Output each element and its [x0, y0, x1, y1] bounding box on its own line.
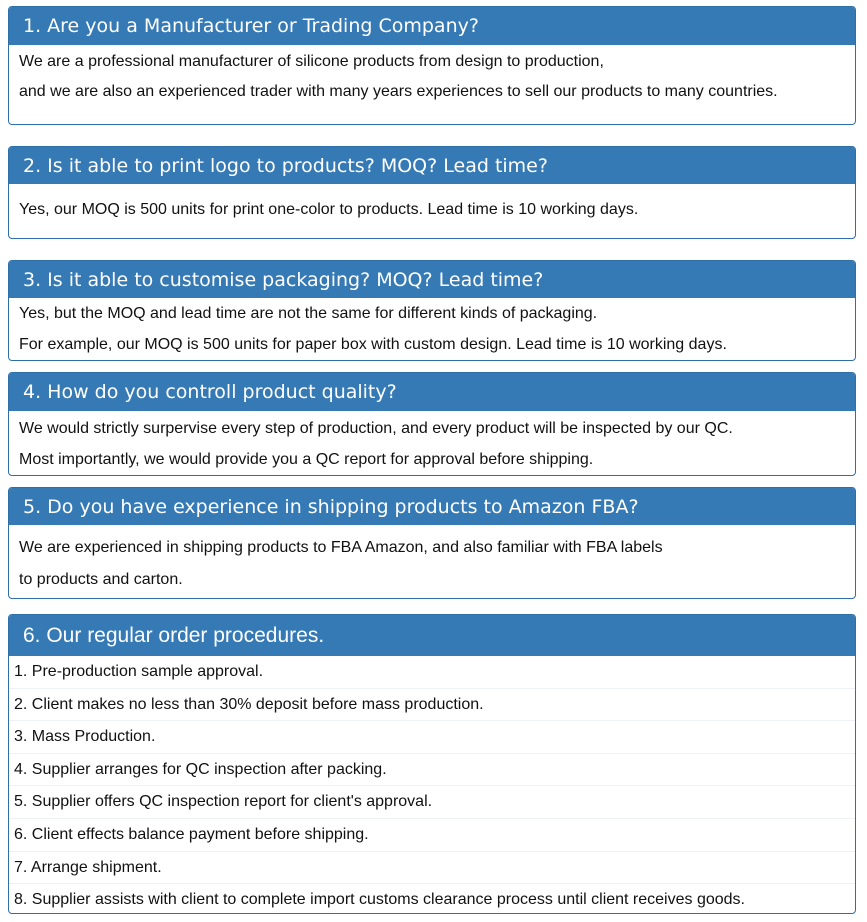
faq-6 — [8, 614, 856, 914]
faq-5 — [8, 487, 856, 599]
faq-answer-line: We are a professional manufacturer of silicone products from design to production, — [19, 53, 604, 70]
procedure-step: 8. Supplier assists with client to complete import customs clearance process until client receives goods. — [9, 884, 855, 914]
procedure-step: 3. Mass Production. — [9, 721, 855, 754]
procedure-step: 4. Supplier arranges for QC inspection after packing. — [9, 754, 855, 787]
procedure-step: 6. Client effects balance payment before shipping. — [9, 819, 855, 852]
faq-4 — [8, 372, 856, 476]
procedure-step: 5. Supplier offers QC inspection report for client's approval. — [9, 786, 855, 819]
faq-2 — [8, 146, 856, 239]
faq-answer-line: Most importantly, we would provide you a QC report for approval before shipping. — [19, 451, 594, 468]
faq-answer-line: We would strictly surpervise every step of production, and every product will be inspected by our QC. — [19, 420, 733, 437]
faq-1 — [8, 6, 856, 125]
faq-question: 3. Is it able to customise packaging? MOQ? Lead time? — [9, 261, 855, 298]
procedure-step: 7. Arrange shipment. — [9, 852, 855, 885]
faq-answer-line: Yes, but the MOQ and lead time are not the same for different kinds of packaging. — [19, 305, 598, 322]
faq-question: 4. How do you controll product quality? — [9, 373, 855, 411]
faq-answer-line: to products and carton. — [19, 571, 183, 588]
faq-question: 2. Is it able to print logo to products? MOQ? Lead time? — [9, 147, 855, 184]
faq-question: 1. Are you a Manufacturer or Trading Company? — [9, 7, 855, 45]
faq-question: 5. Do you have experience in shipping products to Amazon FBA? — [9, 488, 855, 525]
faq-answer-line: Yes, our MOQ is 500 units for print one-color to products. Lead time is 10 working days. — [19, 201, 639, 218]
faq-question: 6. Our regular order procedures. — [9, 615, 855, 656]
faq-answer-line: For example, our MOQ is 500 units for paper box with custom design. Lead time is 10 working days. — [19, 336, 727, 353]
procedure-step: 2. Client makes no less than 30% deposit before mass production. — [9, 689, 855, 722]
faq-3 — [8, 260, 856, 361]
procedure-step: 1. Pre-production sample approval. — [9, 656, 855, 689]
faq-answer-line: We are experienced in shipping products to FBA Amazon, and also familiar with FBA labels — [19, 539, 663, 556]
faq-answer-line: and we are also an experienced trader with many years experiences to sell our products to many countries. — [19, 83, 778, 100]
